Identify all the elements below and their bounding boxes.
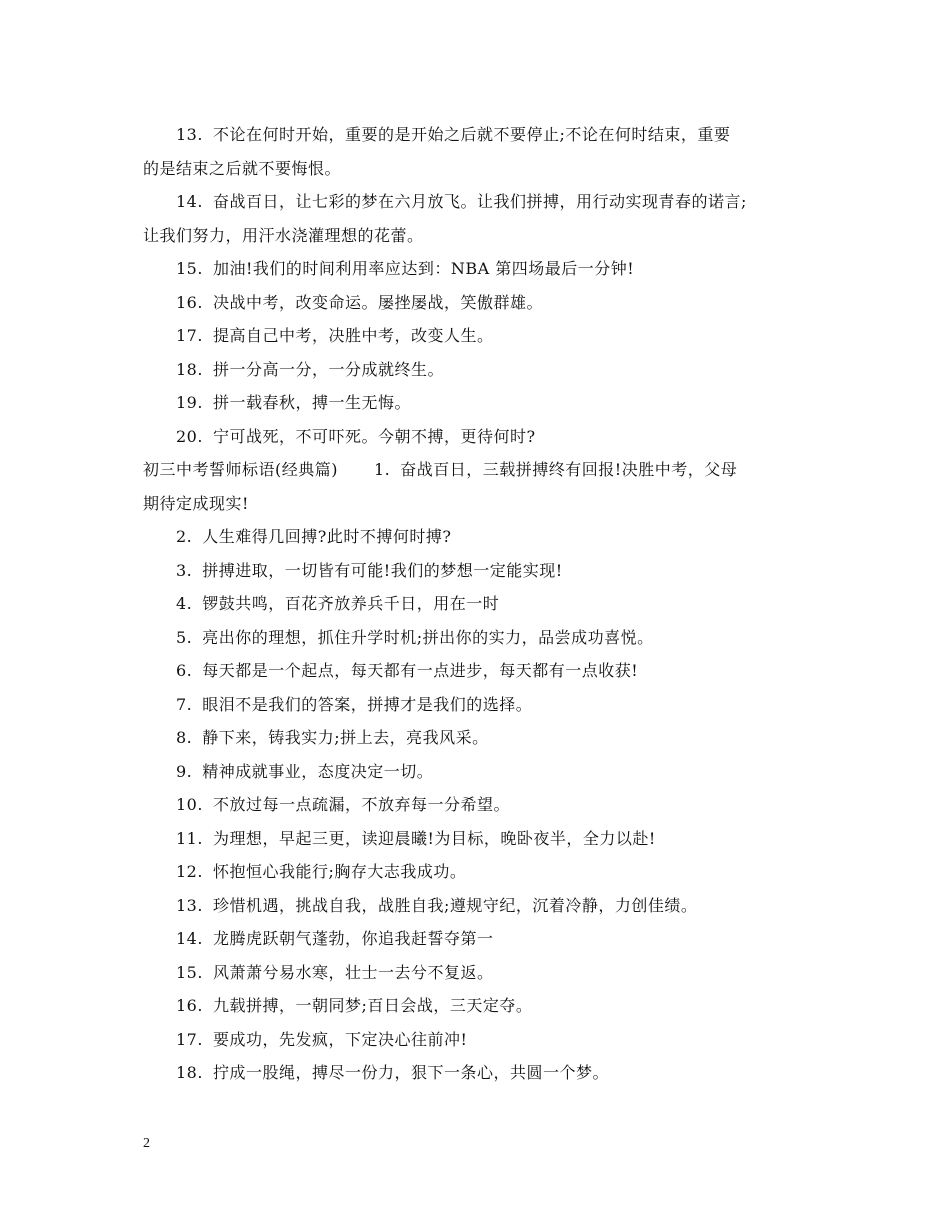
item-text: 眼泪不是我们的答案，拼搏才是我们的选择。 bbox=[202, 694, 533, 714]
item-text: 锣鼓共鸣，百花齐放养兵千日，用在一时 bbox=[202, 594, 500, 613]
item-text: 拧成一股绳，搏尽一份力，狠下一条心，共圆一个梦。 bbox=[212, 1063, 609, 1082]
list-item-continuation: 的是结束之后就不要悔恨。 bbox=[143, 158, 342, 178]
list-item bbox=[143, 654, 815, 688]
item-number: 18. bbox=[176, 359, 203, 379]
list-item bbox=[143, 755, 815, 789]
item-text: 怀抱恒心我能行;胸存大志我成功。 bbox=[212, 862, 467, 881]
list-item bbox=[143, 922, 815, 956]
item-number: 11. bbox=[176, 828, 203, 848]
item-text: 拼一分高一分，一分成就终生。 bbox=[212, 359, 444, 379]
item-number: 18. bbox=[176, 1063, 203, 1082]
section-heading-line bbox=[143, 453, 815, 487]
item-number: 15. bbox=[176, 259, 203, 278]
section-title: 初三中考誓师标语(经典篇) bbox=[143, 460, 338, 479]
list-item bbox=[143, 822, 815, 856]
item-text: 人生难得几回搏?此时不搏何时搏? bbox=[202, 527, 452, 546]
item-text: 龙腾虎跃朝气蓬勃，你追我赶誓夺第一 bbox=[212, 929, 494, 948]
item-number: 17. bbox=[176, 1029, 203, 1049]
list-item bbox=[143, 1056, 815, 1090]
list-item-continuation: 让我们努力，用汗水浇灌理想的花蕾。 bbox=[143, 225, 424, 245]
item-number: 5. bbox=[176, 627, 193, 647]
document-body bbox=[143, 118, 815, 1090]
item-text: 亮出你的理想，抓住升学时机;拼出你的实力，品尝成功喜悦。 bbox=[202, 627, 654, 647]
item-text: 为理想，早起三更，读迎晨曦!为目标，晚卧夜半，全力以赴! bbox=[212, 828, 656, 848]
list-item bbox=[143, 587, 815, 621]
list-item bbox=[143, 353, 815, 387]
item-number: 9. bbox=[176, 761, 193, 781]
item-number: 10. bbox=[176, 795, 203, 814]
item-text: 奋战百日，三载拼搏终有回报!决胜中考，父母 bbox=[400, 460, 738, 479]
list-item bbox=[143, 688, 815, 722]
item-number: 19. bbox=[176, 393, 203, 412]
item-text: 每天都是一个起点，每天都有一点进步，每天都有一点收获! bbox=[202, 661, 639, 680]
item-text: 静下来，铸我实力;拼上去，亮我风采。 bbox=[202, 728, 489, 747]
item-number: 14. bbox=[176, 192, 203, 211]
list-item bbox=[143, 286, 815, 320]
item-text: 奋战百日，让七彩的梦在六月放飞。让我们拼搏，用行动实现青春的诺言; bbox=[212, 192, 747, 211]
list-item bbox=[143, 185, 815, 219]
list-item-continuation: 期待定成现实! bbox=[143, 493, 249, 513]
item-text: 加油!我们的时间利用率应达到：NBA 第四场最后一分钟! bbox=[212, 259, 635, 278]
item-number: 13. bbox=[176, 125, 203, 144]
item-number: 16. bbox=[176, 292, 203, 312]
page-number: 2 bbox=[143, 1136, 150, 1151]
list-item bbox=[143, 721, 815, 755]
item-text: 不论在何时开始，重要的是开始之后就不要停止;不论在何时结束，重要 bbox=[212, 125, 731, 144]
item-number: 2. bbox=[176, 527, 193, 546]
item-text: 宁可战死，不可吓死。今朝不搏，更待何时? bbox=[212, 426, 536, 446]
item-text: 拼一载春秋，搏一生无悔。 bbox=[212, 393, 411, 412]
item-number: 12. bbox=[176, 862, 203, 881]
item-number: 20. bbox=[176, 426, 203, 446]
item-text: 要成功，先发疯，下定决心往前冲! bbox=[212, 1029, 468, 1049]
list-item bbox=[143, 989, 815, 1023]
list-item bbox=[143, 855, 815, 889]
list-item bbox=[143, 1023, 815, 1057]
item-number: 17. bbox=[176, 326, 203, 345]
item-number: 14. bbox=[176, 929, 203, 948]
item-number: 16. bbox=[176, 996, 203, 1015]
item-number: 3. bbox=[176, 560, 193, 580]
item-text: 提高自己中考，决胜中考，改变人生。 bbox=[212, 326, 494, 345]
item-text: 决战中考，改变命运。屡挫屡战，笑傲群雄。 bbox=[212, 292, 543, 312]
item-text: 精神成就事业，态度决定一切。 bbox=[202, 761, 434, 781]
list-item bbox=[143, 420, 815, 454]
list-item bbox=[143, 319, 815, 353]
item-number: 1. bbox=[374, 460, 391, 479]
list-item bbox=[143, 956, 815, 990]
item-number: 15. bbox=[176, 962, 203, 982]
item-number: 8. bbox=[176, 728, 193, 747]
item-text: 九载拼搏，一朝同梦;百日会战，三天定夺。 bbox=[212, 996, 533, 1015]
item-text: 珍惜机遇，挑战自我，战胜自我;遵规守纪，沉着冷静，力创佳绩。 bbox=[212, 895, 698, 915]
list-item bbox=[143, 621, 815, 655]
item-number: 4. bbox=[176, 594, 193, 613]
list-item bbox=[143, 788, 815, 822]
list-item bbox=[143, 386, 815, 420]
list-item bbox=[143, 252, 815, 286]
list-item bbox=[143, 118, 815, 152]
item-number: 13. bbox=[176, 895, 203, 915]
item-number: 7. bbox=[176, 694, 193, 714]
item-text: 拼搏进取，一切皆有可能!我们的梦想一定能实现! bbox=[202, 560, 563, 580]
item-number: 6. bbox=[176, 661, 193, 680]
list-item bbox=[143, 554, 815, 588]
list-item bbox=[143, 889, 815, 923]
item-text: 风萧萧兮易水寒，壮士一去兮不复返。 bbox=[212, 962, 494, 982]
item-text: 不放过每一点疏漏，不放弃每一分希望。 bbox=[212, 795, 510, 814]
list-item bbox=[143, 520, 815, 554]
